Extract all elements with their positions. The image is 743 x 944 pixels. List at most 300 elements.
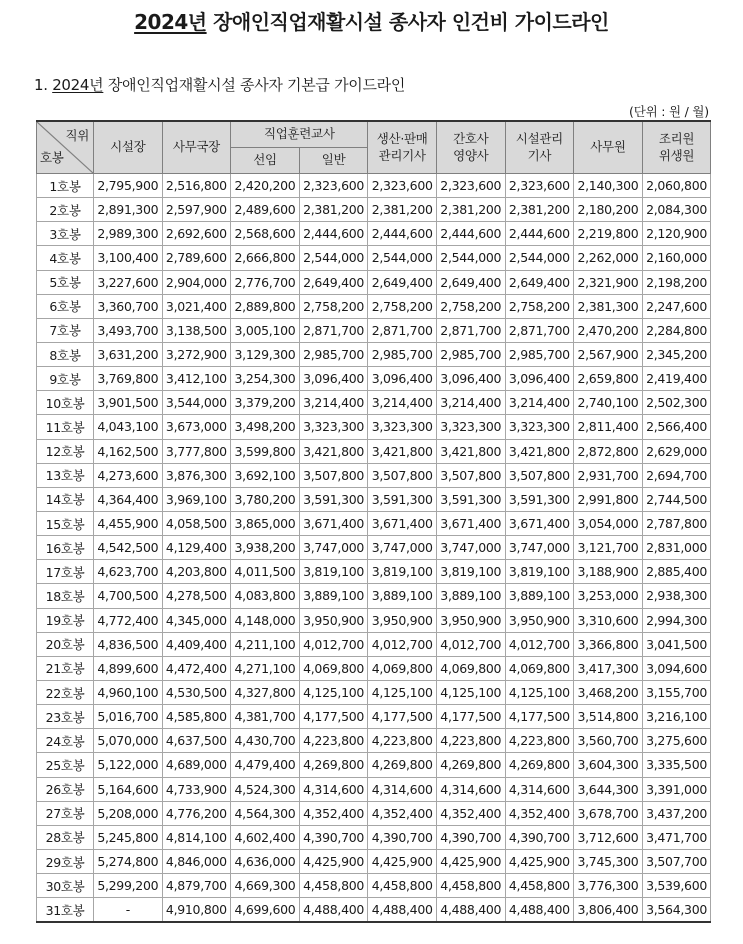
salary-cell: 2,180,200: [574, 198, 643, 222]
salary-cell: 3,819,100: [299, 560, 368, 584]
header-trainer-senior: 선임: [231, 148, 300, 174]
salary-cell: 2,989,300: [94, 222, 163, 246]
header-trainer-general: 일반: [299, 148, 368, 174]
salary-cell: 4,125,100: [368, 680, 437, 704]
table-row: [37, 705, 711, 729]
salary-cell: 3,498,200: [231, 415, 300, 439]
salary-cell: 4,083,800: [231, 584, 300, 608]
salary-cell: 2,758,200: [368, 294, 437, 318]
salary-cell: 2,904,000: [162, 270, 231, 294]
salary-cell: 3,564,300: [642, 898, 711, 923]
salary-cell: 2,323,600: [368, 174, 437, 198]
salary-cell: 2,470,200: [574, 318, 643, 342]
salary-cell: 3,214,400: [299, 391, 368, 415]
header-nurse-line1: 간호사: [453, 131, 489, 147]
salary-cell: 3,901,500: [94, 391, 163, 415]
salary-cell: 4,700,500: [94, 584, 163, 608]
step-cell: 16호봉: [37, 536, 94, 560]
salary-cell: 2,323,600: [505, 174, 574, 198]
salary-cell: 4,836,500: [94, 632, 163, 656]
header-office-manager: 사무국장: [162, 121, 231, 174]
salary-cell: 3,889,100: [436, 584, 505, 608]
salary-cell: 3,421,800: [436, 439, 505, 463]
salary-cell: 3,644,300: [574, 777, 643, 801]
salary-cell: 3,747,000: [299, 536, 368, 560]
salary-cell: 3,889,100: [505, 584, 574, 608]
salary-cell: 3,214,400: [505, 391, 574, 415]
salary-cell: 2,140,300: [574, 174, 643, 198]
step-cell: 15호봉: [37, 511, 94, 535]
salary-cell: 4,269,800: [505, 753, 574, 777]
salary-cell: 3,591,300: [505, 487, 574, 511]
step-cell: 1호봉: [37, 174, 94, 198]
salary-cell: 3,310,600: [574, 608, 643, 632]
salary-cell: -: [94, 898, 163, 923]
salary-cell: 3,005,100: [231, 318, 300, 342]
salary-cell: 4,012,700: [368, 632, 437, 656]
salary-cell: 3,323,300: [436, 415, 505, 439]
salary-cell: 3,865,000: [231, 511, 300, 535]
salary-cell: 2,758,200: [436, 294, 505, 318]
salary-cell: 3,507,800: [505, 463, 574, 487]
salary-cell: 2,938,300: [642, 584, 711, 608]
salary-cell: 2,381,200: [299, 198, 368, 222]
table-row: [37, 463, 711, 487]
salary-cell: 2,649,400: [368, 270, 437, 294]
title-text: 장애인직업재활시설 종사자 인건비 가이드라인: [206, 10, 609, 34]
salary-cell: 4,203,800: [162, 560, 231, 584]
table-row: [37, 680, 711, 704]
salary-cell: 3,938,200: [231, 536, 300, 560]
salary-cell: 4,637,500: [162, 729, 231, 753]
salary-cell: 4,271,100: [231, 656, 300, 680]
salary-cell: 4,352,400: [505, 801, 574, 825]
salary-cell: 3,360,700: [94, 294, 163, 318]
salary-cell: 2,871,700: [505, 318, 574, 342]
table-row: [37, 729, 711, 753]
table-row: [37, 753, 711, 777]
salary-cell: 3,471,700: [642, 825, 711, 849]
salary-cell: 4,488,400: [368, 898, 437, 923]
header-production-sales: [368, 121, 437, 174]
salary-cell: 2,991,800: [574, 487, 643, 511]
section-text: 장애인직업재활시설 종사자 기본급 가이드라인: [107, 76, 406, 94]
salary-cell: 2,381,200: [368, 198, 437, 222]
salary-cell: 4,564,300: [231, 801, 300, 825]
salary-cell: 3,747,000: [505, 536, 574, 560]
salary-cell: 4,776,200: [162, 801, 231, 825]
salary-cell: 4,425,900: [368, 849, 437, 873]
salary-cell: 3,379,200: [231, 391, 300, 415]
salary-cell: 3,507,800: [368, 463, 437, 487]
salary-cell: 4,125,100: [505, 680, 574, 704]
salary-cell: 2,566,400: [642, 415, 711, 439]
salary-cell: 3,692,100: [231, 463, 300, 487]
salary-cell: 2,444,600: [299, 222, 368, 246]
salary-cell: 4,458,800: [368, 874, 437, 898]
salary-cell: 3,876,300: [162, 463, 231, 487]
salary-cell: 4,069,800: [299, 656, 368, 680]
salary-cell: 4,960,100: [94, 680, 163, 704]
salary-cell: 4,472,400: [162, 656, 231, 680]
salary-cell: 3,216,100: [642, 705, 711, 729]
salary-cell: 4,177,500: [368, 705, 437, 729]
salary-cell: 3,678,700: [574, 801, 643, 825]
salary-cell: 3,950,900: [505, 608, 574, 632]
salary-cell: 3,745,300: [574, 849, 643, 873]
salary-cell: 3,507,800: [436, 463, 505, 487]
salary-cell: 3,214,400: [368, 391, 437, 415]
step-cell: 13호봉: [37, 463, 94, 487]
salary-cell: 2,931,700: [574, 463, 643, 487]
salary-cell: 3,671,400: [436, 511, 505, 535]
salary-cell: 2,060,800: [642, 174, 711, 198]
salary-cell: 2,084,300: [642, 198, 711, 222]
salary-cell: 3,094,600: [642, 656, 711, 680]
salary-cell: 2,345,200: [642, 342, 711, 366]
salary-cell: 3,712,600: [574, 825, 643, 849]
step-cell: 6호봉: [37, 294, 94, 318]
salary-cell: 5,299,200: [94, 874, 163, 898]
salary-cell: 3,769,800: [94, 367, 163, 391]
header-facility-mgmt-line1: 시설관리: [515, 131, 563, 147]
table-row: [37, 318, 711, 342]
salary-cell: 2,871,700: [368, 318, 437, 342]
step-cell: 18호봉: [37, 584, 94, 608]
salary-cell: 4,479,400: [231, 753, 300, 777]
header-clerk: 사무원: [574, 121, 643, 174]
salary-cell: 3,969,100: [162, 487, 231, 511]
salary-cell: 2,544,000: [505, 246, 574, 270]
salary-cell: 2,568,600: [231, 222, 300, 246]
salary-table: [36, 120, 711, 923]
step-cell: 24호봉: [37, 729, 94, 753]
salary-cell: 3,421,800: [299, 439, 368, 463]
salary-cell: 2,323,600: [436, 174, 505, 198]
salary-cell: 4,488,400: [505, 898, 574, 923]
salary-cell: 5,245,800: [94, 825, 163, 849]
salary-cell: 4,043,100: [94, 415, 163, 439]
salary-cell: 4,269,800: [368, 753, 437, 777]
table-row: [37, 222, 711, 246]
salary-cell: 3,747,000: [368, 536, 437, 560]
salary-cell: 4,814,100: [162, 825, 231, 849]
table-row: [37, 511, 711, 535]
salary-cell: 3,776,300: [574, 874, 643, 898]
salary-cell: 3,806,400: [574, 898, 643, 923]
salary-cell: 3,096,400: [436, 367, 505, 391]
table-row: [37, 342, 711, 366]
salary-cell: 5,208,000: [94, 801, 163, 825]
salary-cell: 3,599,800: [231, 439, 300, 463]
salary-cell: 2,284,800: [642, 318, 711, 342]
header-facility-mgmt-line2: 기사: [527, 147, 552, 163]
table-row: [37, 560, 711, 584]
salary-cell: 3,591,300: [299, 487, 368, 511]
table-row: [37, 874, 711, 898]
salary-cell: 4,345,000: [162, 608, 231, 632]
salary-cell: 2,872,800: [574, 439, 643, 463]
salary-cell: 5,016,700: [94, 705, 163, 729]
header-production-line2: 관리기사: [378, 147, 426, 163]
salary-cell: 4,125,100: [436, 680, 505, 704]
salary-cell: 4,409,400: [162, 632, 231, 656]
salary-cell: 3,780,200: [231, 487, 300, 511]
salary-cell: 2,694,700: [642, 463, 711, 487]
salary-cell: 3,507,800: [299, 463, 368, 487]
salary-cell: 2,776,700: [231, 270, 300, 294]
salary-cell: 3,591,300: [436, 487, 505, 511]
header-nurse-line2: 영양사: [453, 147, 489, 163]
salary-cell: 3,138,500: [162, 318, 231, 342]
table-row: [37, 536, 711, 560]
salary-cell: 3,604,300: [574, 753, 643, 777]
table-row: [37, 849, 711, 873]
salary-cell: 4,162,500: [94, 439, 163, 463]
step-cell: 10호봉: [37, 391, 94, 415]
salary-cell: 2,871,700: [299, 318, 368, 342]
salary-cell: 3,096,400: [505, 367, 574, 391]
step-cell: 27호봉: [37, 801, 94, 825]
corner-header-cell: [37, 121, 94, 174]
salary-cell: 3,560,700: [574, 729, 643, 753]
salary-cell: 2,544,000: [299, 246, 368, 270]
salary-cell: 4,390,700: [505, 825, 574, 849]
salary-cell: 3,507,700: [642, 849, 711, 873]
salary-cell: 2,994,300: [642, 608, 711, 632]
table-row: [37, 487, 711, 511]
table-row: [37, 174, 711, 198]
salary-cell: 4,879,700: [162, 874, 231, 898]
salary-cell: 2,381,200: [505, 198, 574, 222]
salary-cell: 4,425,900: [505, 849, 574, 873]
salary-cell: 2,444,600: [436, 222, 505, 246]
salary-cell: 3,747,000: [436, 536, 505, 560]
salary-cell: 3,275,600: [642, 729, 711, 753]
step-cell: 28호봉: [37, 825, 94, 849]
salary-cell: 4,530,500: [162, 680, 231, 704]
salary-cell: 2,262,000: [574, 246, 643, 270]
step-cell: 31호봉: [37, 898, 94, 923]
table-row: [37, 439, 711, 463]
salary-cell: 3,272,900: [162, 342, 231, 366]
salary-cell: 3,129,300: [231, 342, 300, 366]
salary-cell: 2,444,600: [368, 222, 437, 246]
salary-cell: 4,314,600: [505, 777, 574, 801]
salary-cell: 3,631,200: [94, 342, 163, 366]
step-cell: 22호봉: [37, 680, 94, 704]
salary-cell: 3,417,300: [574, 656, 643, 680]
salary-cell: 2,985,700: [299, 342, 368, 366]
salary-cell: 4,177,500: [505, 705, 574, 729]
salary-cell: 3,889,100: [368, 584, 437, 608]
salary-cell: 2,198,200: [642, 270, 711, 294]
salary-cell: 4,772,400: [94, 608, 163, 632]
step-cell: 14호봉: [37, 487, 94, 511]
salary-cell: 2,444,600: [505, 222, 574, 246]
salary-cell: 4,458,800: [505, 874, 574, 898]
step-cell: 12호봉: [37, 439, 94, 463]
salary-cell: 4,425,900: [436, 849, 505, 873]
salary-cell: 2,985,700: [436, 342, 505, 366]
corner-step-label: 호봉: [40, 149, 64, 165]
salary-cell: 2,649,400: [436, 270, 505, 294]
salary-cell: 3,412,100: [162, 367, 231, 391]
salary-cell: 4,352,400: [299, 801, 368, 825]
salary-cell: 5,164,600: [94, 777, 163, 801]
salary-cell: 2,889,800: [231, 294, 300, 318]
salary-cell: 4,012,700: [299, 632, 368, 656]
salary-cell: 2,891,300: [94, 198, 163, 222]
salary-cell: 3,323,300: [368, 415, 437, 439]
salary-cell: 2,871,700: [436, 318, 505, 342]
salary-cell: 4,488,400: [299, 898, 368, 923]
salary-cell: 3,950,900: [299, 608, 368, 632]
header-facility-management: [505, 121, 574, 174]
salary-cell: 4,211,100: [231, 632, 300, 656]
salary-cell: 4,542,500: [94, 536, 163, 560]
salary-cell: 4,314,600: [436, 777, 505, 801]
salary-cell: 4,058,500: [162, 511, 231, 535]
salary-cell: 3,323,300: [505, 415, 574, 439]
title-year: 2024년: [134, 10, 207, 34]
salary-cell: 4,623,700: [94, 560, 163, 584]
salary-cell: 2,567,900: [574, 342, 643, 366]
salary-cell: 4,602,400: [231, 825, 300, 849]
salary-cell: 4,223,800: [299, 729, 368, 753]
table-row: [37, 801, 711, 825]
document-title: [0, 6, 743, 35]
salary-cell: 4,488,400: [436, 898, 505, 923]
salary-cell: 2,831,000: [642, 536, 711, 560]
salary-cell: 2,758,200: [505, 294, 574, 318]
salary-cell: 2,811,400: [574, 415, 643, 439]
table-row: [37, 270, 711, 294]
salary-cell: 3,671,400: [368, 511, 437, 535]
salary-cell: 4,129,400: [162, 536, 231, 560]
table-row: [37, 898, 711, 923]
salary-cell: 3,214,400: [436, 391, 505, 415]
salary-cell: 4,352,400: [368, 801, 437, 825]
salary-cell: 4,223,800: [368, 729, 437, 753]
step-cell: 9호봉: [37, 367, 94, 391]
salary-cell: 4,425,900: [299, 849, 368, 873]
salary-cell: 2,649,400: [299, 270, 368, 294]
salary-cell: 3,468,200: [574, 680, 643, 704]
salary-cell: 2,420,200: [231, 174, 300, 198]
salary-cell: 4,148,000: [231, 608, 300, 632]
step-cell: 25호봉: [37, 753, 94, 777]
salary-cell: 5,070,000: [94, 729, 163, 753]
salary-cell: 4,223,800: [505, 729, 574, 753]
table-row: [37, 584, 711, 608]
salary-cell: 2,120,900: [642, 222, 711, 246]
salary-cell: 3,366,800: [574, 632, 643, 656]
salary-cell: 4,012,700: [505, 632, 574, 656]
salary-cell: 4,458,800: [299, 874, 368, 898]
salary-cell: 4,011,500: [231, 560, 300, 584]
salary-cell: 2,659,800: [574, 367, 643, 391]
salary-cell: 2,544,000: [368, 246, 437, 270]
salary-cell: 2,381,300: [574, 294, 643, 318]
salary-cell: 2,247,600: [642, 294, 711, 318]
salary-cell: 2,321,900: [574, 270, 643, 294]
salary-cell: 3,227,600: [94, 270, 163, 294]
salary-cell: 3,335,500: [642, 753, 711, 777]
salary-cell: 4,364,400: [94, 487, 163, 511]
table-row: [37, 656, 711, 680]
salary-cell: 3,096,400: [368, 367, 437, 391]
salary-cell: 4,430,700: [231, 729, 300, 753]
salary-cell: 3,096,400: [299, 367, 368, 391]
salary-cell: 4,390,700: [299, 825, 368, 849]
header-cook-line1: 조리원: [658, 131, 695, 147]
salary-cell: 4,012,700: [436, 632, 505, 656]
table-row: [37, 294, 711, 318]
salary-cell: 3,100,400: [94, 246, 163, 270]
salary-cell: 3,188,900: [574, 560, 643, 584]
table-row: [37, 367, 711, 391]
salary-cell: 4,669,300: [231, 874, 300, 898]
table-row: [37, 632, 711, 656]
salary-cell: 3,421,800: [505, 439, 574, 463]
salary-cell: 4,273,600: [94, 463, 163, 487]
salary-cell: 2,502,300: [642, 391, 711, 415]
salary-cell: 3,544,000: [162, 391, 231, 415]
salary-cell: 2,787,800: [642, 511, 711, 535]
table-row: [37, 608, 711, 632]
salary-cell: 2,795,900: [94, 174, 163, 198]
salary-cell: 4,223,800: [436, 729, 505, 753]
salary-cell: 4,585,800: [162, 705, 231, 729]
salary-cell: 4,455,900: [94, 511, 163, 535]
salary-cell: 3,155,700: [642, 680, 711, 704]
table-row: [37, 825, 711, 849]
salary-cell: 3,889,100: [299, 584, 368, 608]
salary-cell: 2,649,400: [505, 270, 574, 294]
header-facility-head: 시설장: [94, 121, 163, 174]
salary-cell: 4,524,300: [231, 777, 300, 801]
salary-cell: 2,381,200: [436, 198, 505, 222]
table-header: [37, 121, 711, 174]
step-cell: 17호봉: [37, 560, 94, 584]
step-cell: 3호봉: [37, 222, 94, 246]
step-cell: 2호봉: [37, 198, 94, 222]
unit-note: (단위 : 원 / 월): [629, 104, 709, 119]
salary-cell: 3,121,700: [574, 536, 643, 560]
salary-cell: 2,629,000: [642, 439, 711, 463]
salary-cell: 2,789,600: [162, 246, 231, 270]
salary-cell: 2,758,200: [299, 294, 368, 318]
salary-cell: 3,950,900: [436, 608, 505, 632]
salary-cell: 2,419,400: [642, 367, 711, 391]
salary-cell: 2,516,800: [162, 174, 231, 198]
salary-cell: 3,254,300: [231, 367, 300, 391]
salary-cell: 3,514,800: [574, 705, 643, 729]
salary-cell: 4,125,100: [299, 680, 368, 704]
salary-cell: 3,673,000: [162, 415, 231, 439]
step-cell: 8호봉: [37, 342, 94, 366]
salary-cell: 3,777,800: [162, 439, 231, 463]
step-cell: 5호봉: [37, 270, 94, 294]
salary-cell: 3,391,000: [642, 777, 711, 801]
salary-cell: 4,314,600: [299, 777, 368, 801]
salary-cell: 4,381,700: [231, 705, 300, 729]
salary-cell: 2,985,700: [368, 342, 437, 366]
salary-cell: 3,323,300: [299, 415, 368, 439]
salary-cell: 3,671,400: [505, 511, 574, 535]
salary-cell: 2,740,100: [574, 391, 643, 415]
